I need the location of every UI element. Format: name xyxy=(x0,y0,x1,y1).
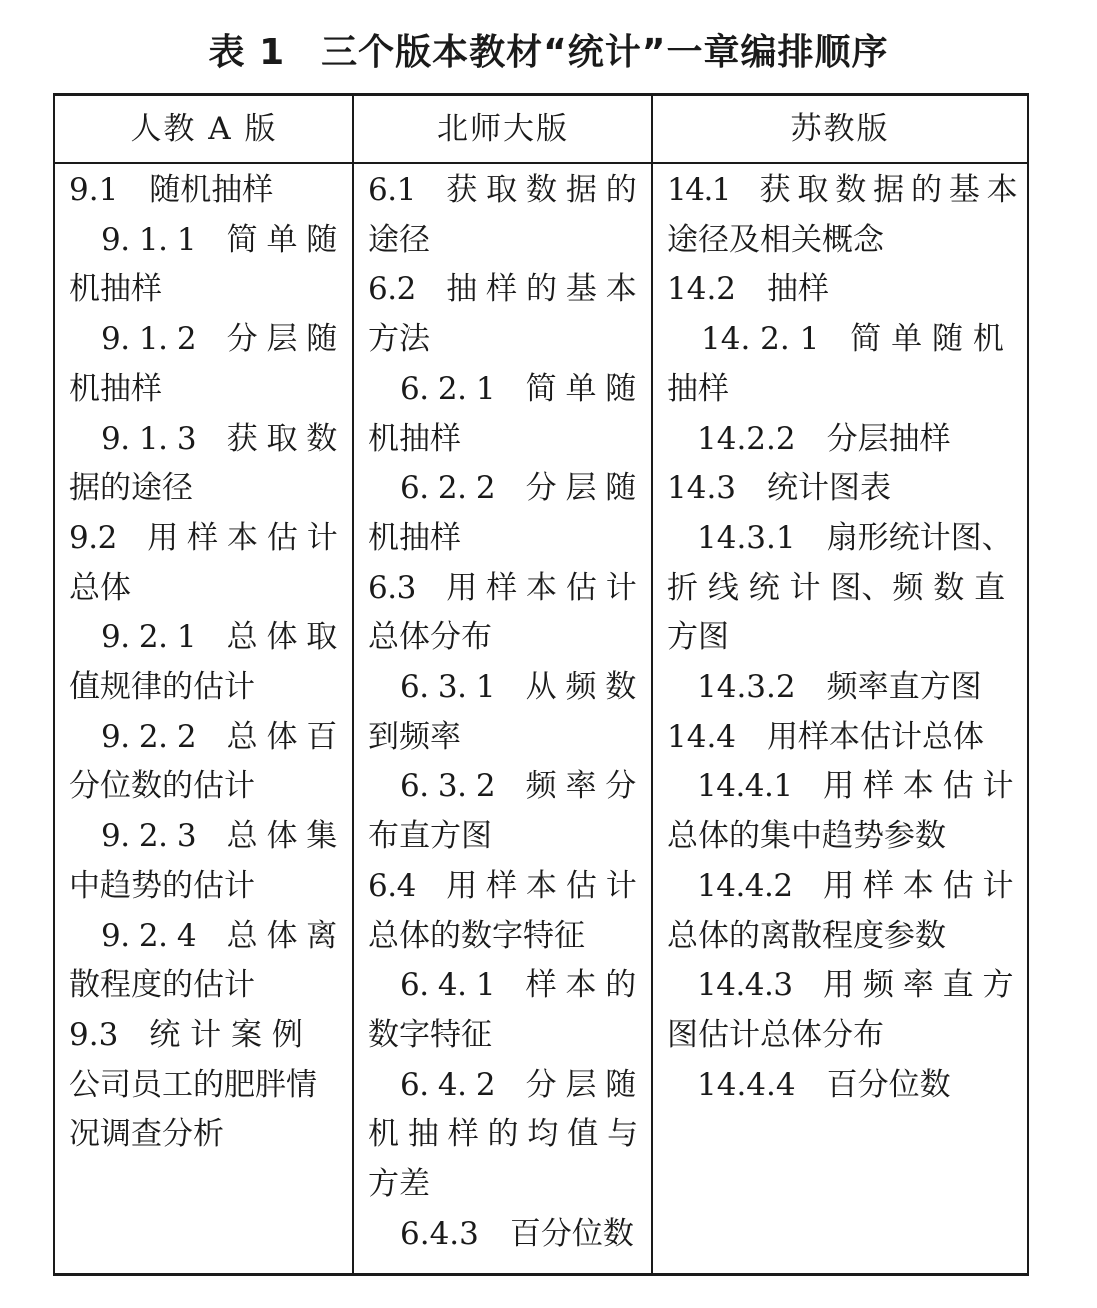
table-cell-line: 机抽样 xyxy=(368,420,461,457)
table-cell-line: 6. 2. 1 简 单 随 xyxy=(400,370,636,407)
table-cell-line: 况调查分析 xyxy=(69,1116,224,1153)
table-cell-line: 布直方图 xyxy=(368,818,492,855)
column-sujiao xyxy=(667,166,1017,1110)
table-cell-line: 总体的集中趋势参数 xyxy=(667,818,946,855)
table-cell-line: 14.4.2 用 样 本 估 计 xyxy=(697,867,1014,904)
header-cell-renjiao: 人教 A 版 xyxy=(130,111,278,147)
table-cell-line: 机 抽 样 的 均 值 与 xyxy=(368,1116,638,1153)
table-cell-line: 9.1 随机抽样 xyxy=(69,172,274,208)
table-cell-line: 14.4.4 百分位数 xyxy=(697,1066,951,1103)
table-cell-line: 折 线 统 计 图、频 数 直 xyxy=(667,569,1006,606)
caption-label: 表 1 xyxy=(208,32,286,73)
table-cell-line: 途径 xyxy=(368,221,430,258)
table-cell-line: 方差 xyxy=(368,1166,430,1203)
table-cell-line: 总体分布 xyxy=(368,619,492,656)
table-cell-line: 总体的离散程度参数 xyxy=(667,917,946,954)
table-cell-line: 公司员工的肥胖情 xyxy=(69,1066,317,1103)
column-beishida xyxy=(368,166,638,1259)
table-cell-line: 9.3 统 计 案 例 xyxy=(69,1016,303,1053)
table-cell-line: 6.4.3 百分位数 xyxy=(400,1215,634,1252)
table-cell-line: 6. 3. 1 从 频 数 xyxy=(400,669,636,706)
table-cell-line: 数字特征 xyxy=(368,1016,492,1053)
table-cell-line: 9.2 用 样 本 估 计 xyxy=(69,519,338,556)
comparison-table xyxy=(53,93,1029,1276)
header-cell-beishida: 北师大版 xyxy=(437,111,569,147)
table-cell-line: 14. 2. 1 简 单 随 机 xyxy=(701,321,1004,358)
table-cell-line: 14.4.1 用 样 本 估 计 xyxy=(697,768,1014,805)
table-cell-line: 6.3 用 样 本 估 计 xyxy=(368,569,637,606)
table-cell-line: 14.3.2 频率直方图 xyxy=(697,669,982,706)
table-cell-line: 方图 xyxy=(667,619,729,656)
table-cell-line: 6. 4. 2 分 层 随 xyxy=(400,1066,636,1103)
table-cell-line: 14.1 获 取 数 据 的 基 本 xyxy=(667,172,1017,208)
table-cell-line: 9. 1. 3 获 取 数 xyxy=(101,420,337,457)
caption-title: 三个版本教材“统计”一章编排顺序 xyxy=(321,32,889,73)
table-cell-line: 中趋势的估计 xyxy=(69,867,255,904)
table-cell-line: 14.2 抽样 xyxy=(667,271,830,308)
table-cell-line: 机抽样 xyxy=(368,519,461,556)
table-cell-line: 14.2.2 分层抽样 xyxy=(697,420,951,457)
table-cell-line: 14.4 用样本估计总体 xyxy=(667,718,985,755)
table-cell-line: 9. 1. 2 分 层 随 xyxy=(101,321,337,358)
table-cell-line: 总体 xyxy=(69,569,131,606)
table-cell-line: 分位数的估计 xyxy=(69,768,255,805)
table-cell-line: 据的途径 xyxy=(69,470,193,507)
table-cell-line: 6. 4. 1 样 本 的 xyxy=(400,967,636,1004)
table-cell-line: 6.1 获 取 数 据 的 xyxy=(368,172,637,208)
table-cell-line: 散程度的估计 xyxy=(69,967,255,1004)
table-cell-line: 9. 2. 2 总 体 百 xyxy=(101,718,337,755)
table-cell-line: 14.4.3 用 频 率 直 方 xyxy=(697,967,1014,1004)
table-cell-line: 机抽样 xyxy=(69,271,162,308)
table-cell-line: 值规律的估计 xyxy=(69,669,255,706)
table-cell-line: 6.4 用 样 本 估 计 xyxy=(368,867,637,904)
table-cell-line: 方法 xyxy=(368,321,430,358)
table-cell-line: 抽样 xyxy=(667,370,729,407)
column-divider xyxy=(651,96,653,1273)
table-cell-line: 14.3 统计图表 xyxy=(667,470,892,507)
table-cell-line: 14.3.1 扇形统计图、 xyxy=(697,519,1013,556)
header-cell-sujiao: 苏教版 xyxy=(790,111,890,147)
table-cell-line: 9. 1. 1 简 单 随 xyxy=(101,221,337,258)
table-cell-line: 总体的数字特征 xyxy=(368,917,585,954)
table-cell-line: 图估计总体分布 xyxy=(667,1016,884,1053)
table-cell-line: 9. 2. 1 总 体 取 xyxy=(101,619,337,656)
table-cell-line: 6.2 抽 样 的 基 本 xyxy=(368,271,637,308)
table-cell-line: 6. 3. 2 频 率 分 xyxy=(400,768,636,805)
table-cell-line: 到频率 xyxy=(368,718,461,755)
table-cell-line: 途径及相关概念 xyxy=(667,221,884,258)
column-renjiao xyxy=(69,166,339,1160)
table-cell-line: 机抽样 xyxy=(69,370,162,407)
table-cell-line: 6. 2. 2 分 层 随 xyxy=(400,470,636,507)
table-cell-line: 9. 2. 4 总 体 离 xyxy=(101,917,337,954)
table-cell-line: 9. 2. 3 总 体 集 xyxy=(101,818,337,855)
column-divider xyxy=(352,96,354,1273)
table-caption xyxy=(0,28,1097,78)
table-header-row xyxy=(55,96,1027,164)
